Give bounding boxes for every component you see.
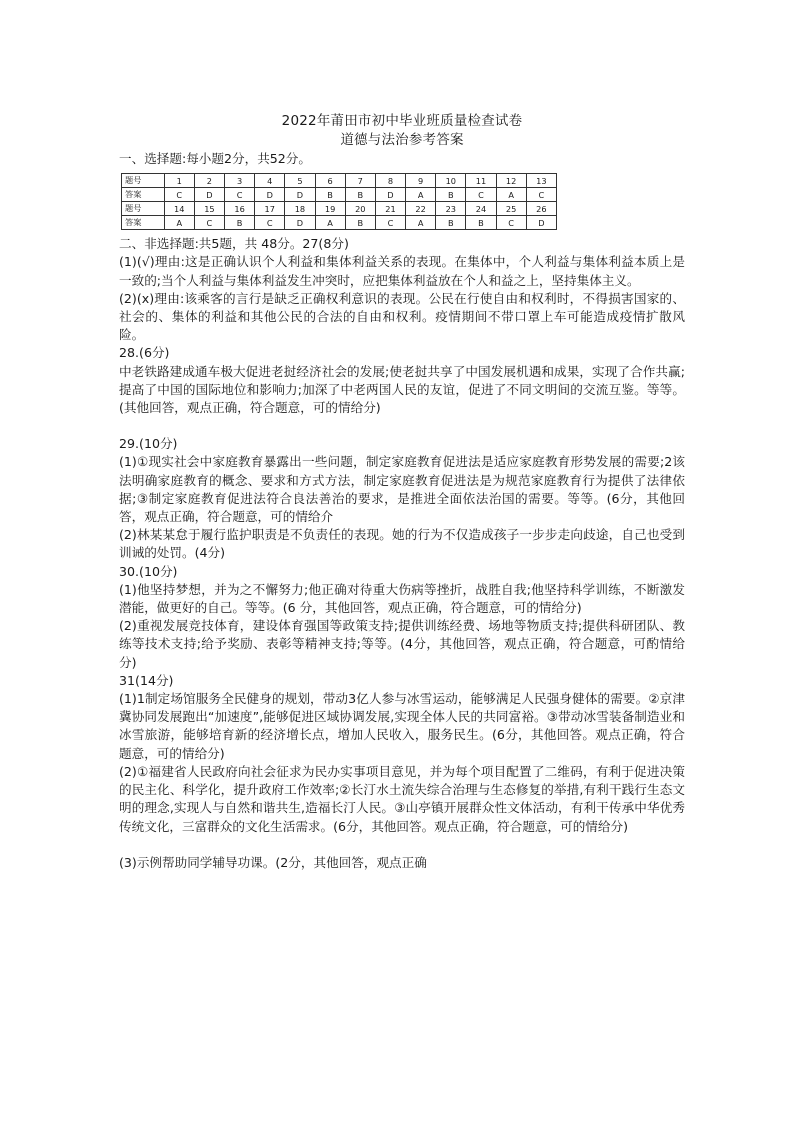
answer-cell: D [194,188,224,202]
answer-cell: A [164,216,194,230]
q27-part1: (1)(√)理由:这是正确认识个人利益和集体利益关系的表现。在集体中，个人利益与集体利益本质上是一致的;当个人利益与集体利益发生冲突时，应把集体利益放在个人和益之上，坚持集体主义。 [119,254,685,288]
question-cell: 5 [285,174,315,188]
q28-answer: 中老铁路建成通车极大促进老挝经济社会的发展;使老挝共享了中国发展机遇和成果，实现了合作共赢;提高了中国的国际地位和影响力;加深了中老两国人民的友谊，促进了不同文明间的交流互鉴。等等。(其他回答，观点正确，符合题意，可的情给分) [119,363,685,416]
answer-cell: C [225,188,255,202]
q28-heading: 28.(6分) [119,345,170,361]
q30-part2: (2)重视发展竞技体育，建设体育强国等政策支持;提供训练经费、场地等物质支持;提供科研团队、教练等技术支持;给予奖励、表彰等精神支持;等等。(4分，其他回答，观点正确，符合题意，可酌情给分) [119,618,685,670]
section1-heading: 一、选择题:每小题2分，共52分。 [119,151,311,166]
q31-part2: (2)①福建省人民政府向社会征求为民办实事项目意见，并为每个项目配置了二维码，有利于促进决策的民主化、科学化，提升政府工作效率;②长汀水土流失综合治理与生态修复的举措,有利干践行生态文明的理念,实现人与自然和谐共生,造福长汀人民。③山亭镇开展群众性文体活动，有利干传承中华优秀传统文化，三富群众的文化生活需求。(6分，其他回答。观点正确，符合题意，可的情给分) [119,763,685,834]
answer-cell: B [436,216,466,230]
exam-title: 2022年莆田市初中毕业班质量检查试卷 [281,113,523,129]
question-cell: 23 [436,202,466,216]
question-cell: 8 [375,174,405,188]
q30-part1: (1)他坚持梦想，并为之不懈努力;他正确对待重大伤病等挫折，战胜自我;他坚持科学训练，不断激发潜能，做更好的自己。等等。(6 分，其他回答，观点正确，符合题意，可的情给分) [119,581,685,616]
answer-cell: B [315,188,345,202]
question-cell: 7 [345,174,375,188]
question-cell: 3 [225,174,255,188]
q30-heading: 30.(10分) [119,563,178,579]
answer-cell: D [375,188,405,202]
table-row [122,216,557,230]
q31-part3: (3)示例帮助同学辅导功课。(2分，其他回答，观点正确 [119,854,427,870]
q31-part1: (1)1制定场馆服务全民健身的规划，带动3亿人参与冰雪运动，能够满足人民强身健体的需要。②京津冀协同发展跑出“加速度”,能够促进区域协调发展,实现全体人民的共同富裕。③带动冰雪装备制造业和冰雪旅游，能够培育新的经济增长点，增加人民收入，服务民生。(6分，其他回答。观点正确，符合题意，可的情给分) [119,691,685,761]
question-cell: 9 [406,174,436,188]
question-cell: 1 [164,174,194,188]
question-cell: 12 [496,174,526,188]
answer-cell: B [436,188,466,202]
question-cell: 4 [255,174,285,188]
question-cell: 13 [526,174,556,188]
q29-part2: (2)林某某怠于履行监护职责是不负责任的表现。她的行为不仅造成孩子一步步走向歧途，自己也受到训诫的处罚。(4分) [119,527,685,561]
answer-cell: C [194,216,224,230]
question-cell: 22 [406,202,436,216]
answer-cell: C [496,216,526,230]
answer-cell: C [375,216,405,230]
answer-cell: D [285,188,315,202]
question-cell: 14 [164,202,194,216]
answer-cell: A [406,216,436,230]
question-cell: 20 [345,202,375,216]
table-row [122,188,557,202]
question-row-label: 题号 [122,202,165,216]
answer-document [119,112,685,872]
question-cell: 17 [255,202,285,216]
answer-cell: C [255,216,285,230]
question-cell: 15 [194,202,224,216]
question-row-label: 题号 [122,174,165,188]
q31-heading: 31(14分) [119,672,174,688]
table-row [122,174,557,188]
question-cell: 26 [526,202,556,216]
section2-heading: 二、非选择题:共5题，共 48分。27(8分) [119,236,349,252]
question-cell: 24 [466,202,496,216]
question-cell: 19 [315,202,345,216]
answer-cell: A [315,216,345,230]
question-cell: 18 [285,202,315,216]
answer-cell: C [164,188,194,202]
q29-part1: (1)①现实社会中家庭教育暴露出一些问题，制定家庭教育促进法是适应家庭教育形势发展的需要;2该法明确家庭教育的概念、要求和方式方法，制定家庭教育促进法是为规范家庭教育行为提供了法律依据;③制定家庭教育促进法符合良法善治的要求，是推进全面依法治国的需要。等等。(6分，其他回答，观点正确，符合题意，可的情给介 [119,454,685,525]
answer-cell: A [496,188,526,202]
question-cell: 10 [436,174,466,188]
answer-table [121,173,557,230]
answer-cell: B [466,216,496,230]
answer-cell: B [345,216,375,230]
question-cell: 2 [194,174,224,188]
question-cell: 21 [375,202,405,216]
answer-cell: C [526,188,556,202]
answer-row-label: 答案 [122,188,165,202]
answer-cell: B [345,188,375,202]
question-cell: 11 [466,174,496,188]
answer-cell: C [466,188,496,202]
question-cell: 16 [225,202,255,216]
answer-cell: D [285,216,315,230]
answer-row-label: 答案 [122,216,165,230]
question-cell: 25 [496,202,526,216]
q29-heading: 29.(10分) [119,436,178,452]
answer-cell: A [406,188,436,202]
exam-subtitle: 道德与法治参考答案 [340,132,464,148]
answer-cell: D [255,188,285,202]
question-cell: 6 [315,174,345,188]
q27-part2: (2)(x)理由:该乘客的言行是缺乏正确权利意识的表现。公民在行使自由和权利时，不得损害国家的、社会的、集体的利益和其他公民的合法的自由和权利。疫情期间不带口罩上车可能造成疫情扩散风险。 [119,290,685,343]
table-row [122,202,557,216]
answer-cell: D [526,216,556,230]
answer-cell: B [225,216,255,230]
